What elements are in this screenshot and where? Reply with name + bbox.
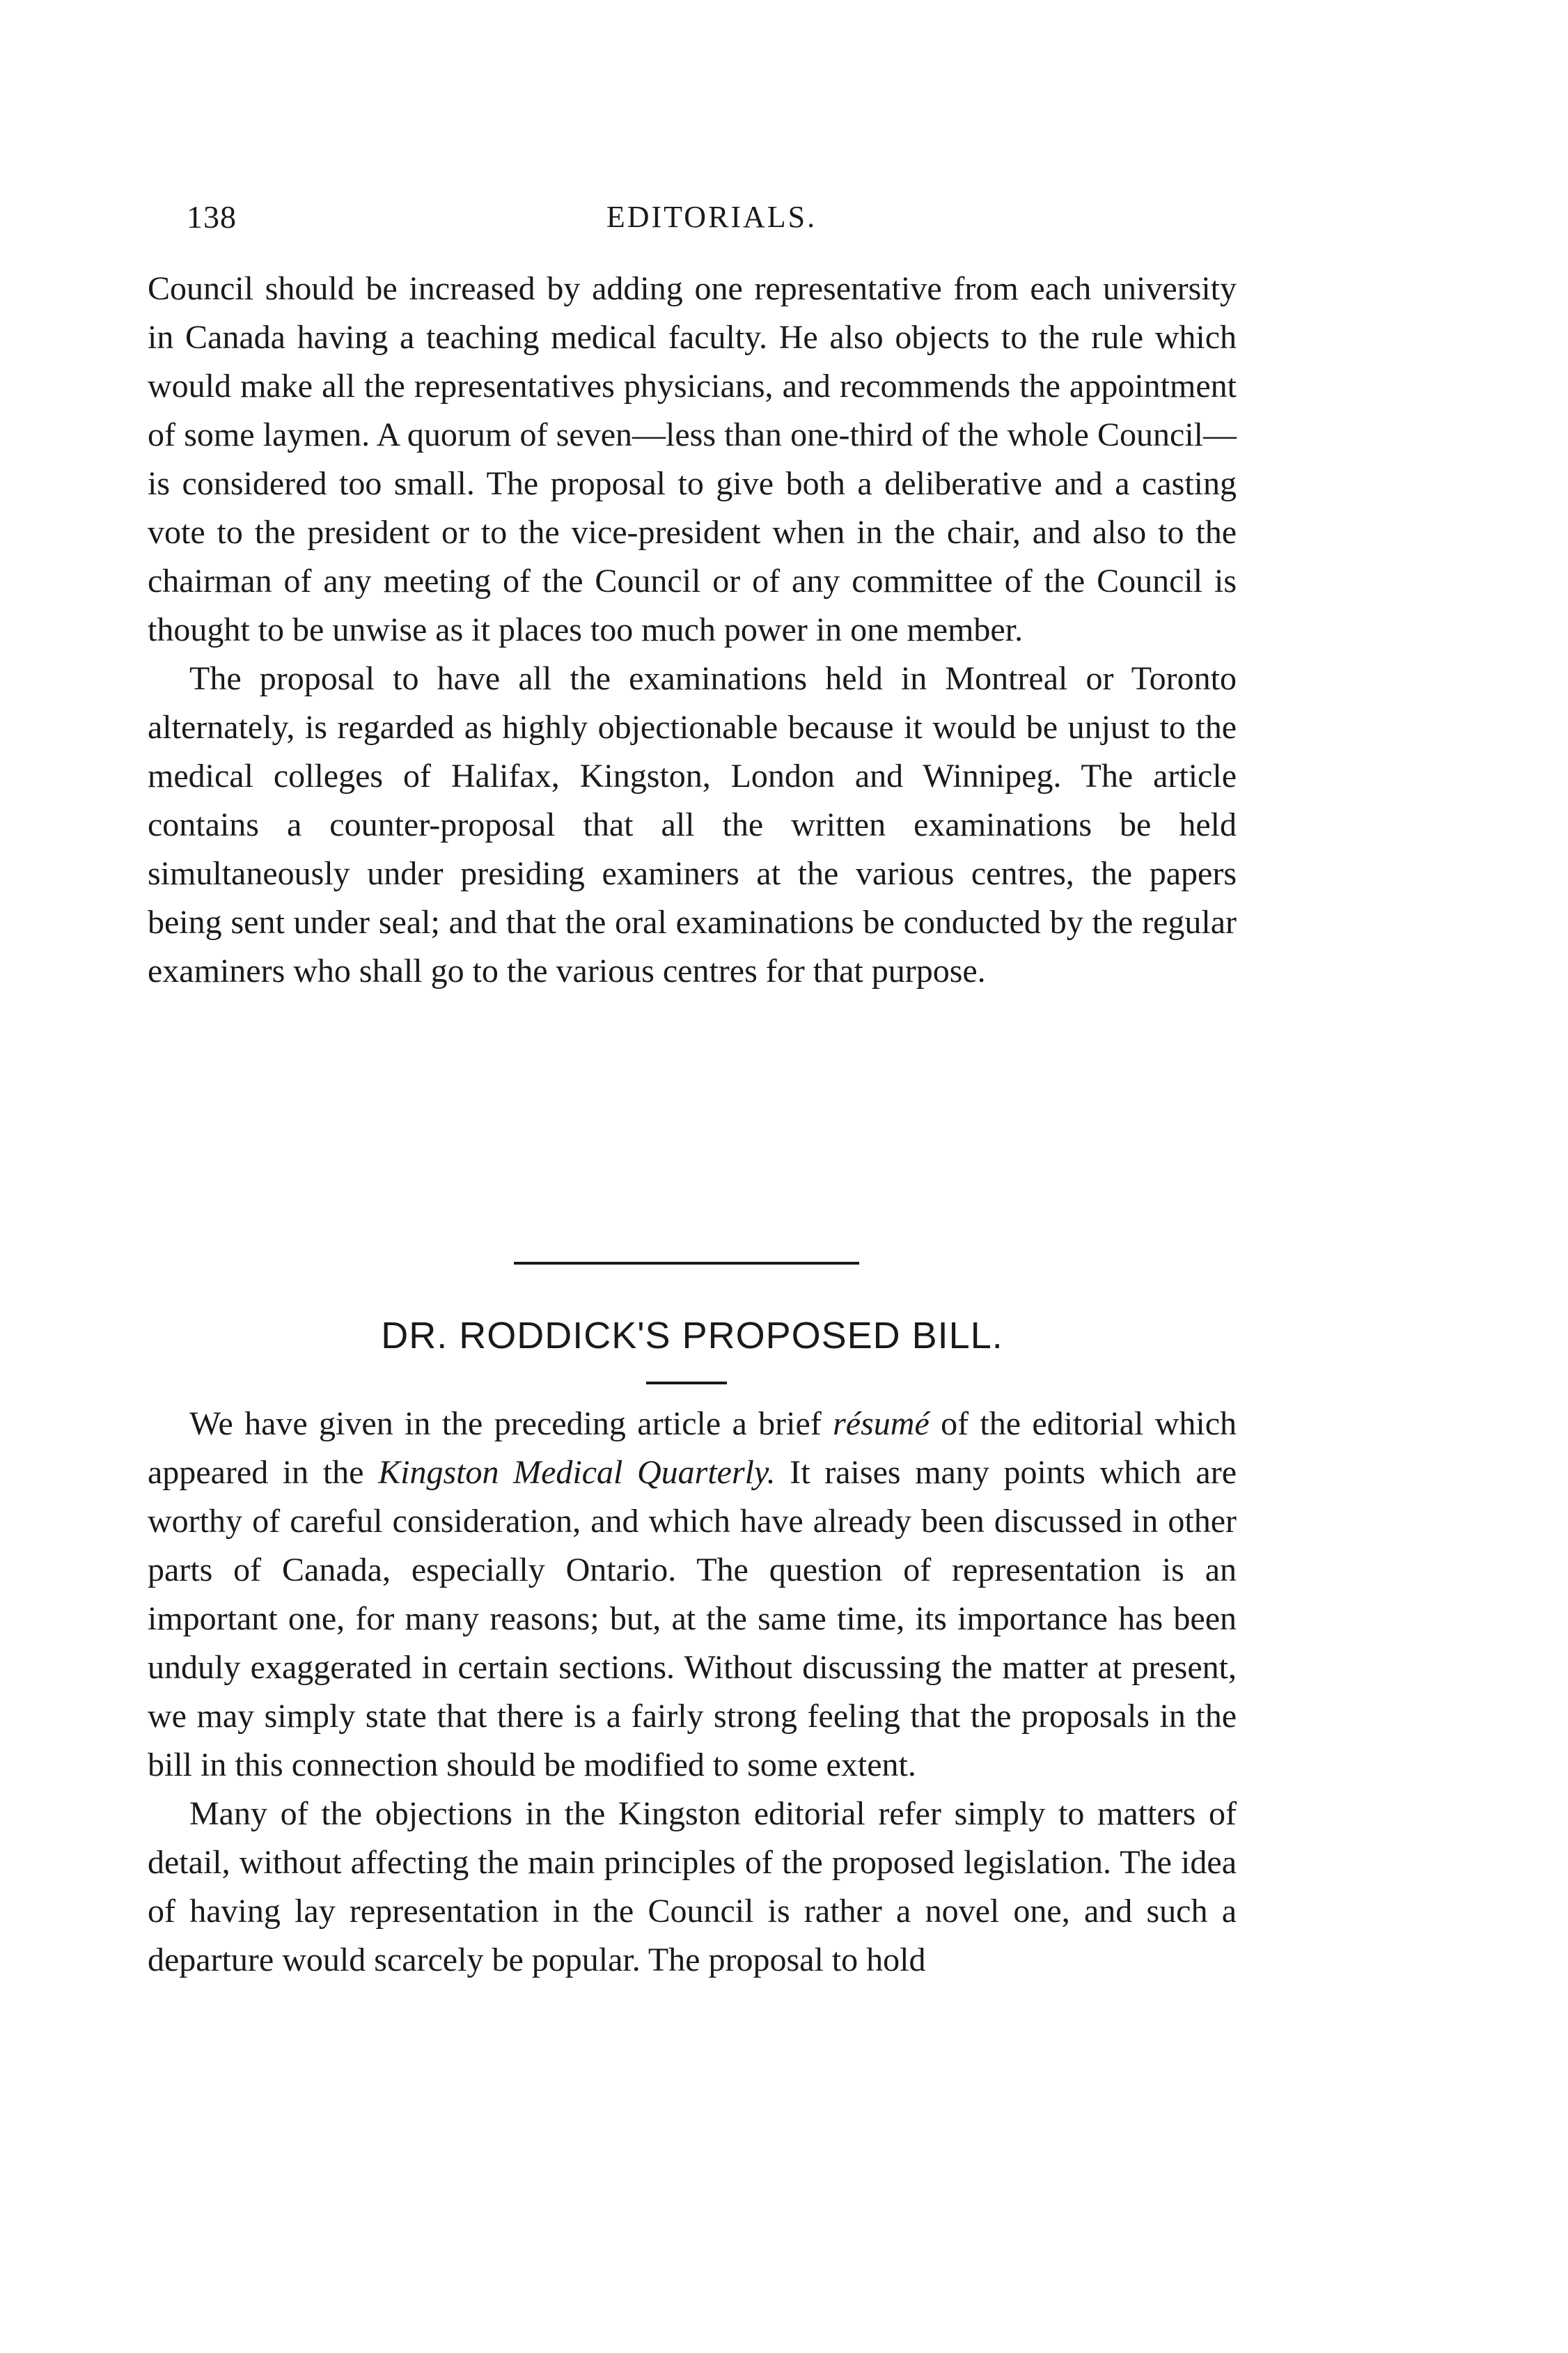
paragraph-2: The proposal to have all the examinations held in Montreal or Toronto alternately, is regarded as highly objectionable because it would be unjust to the medical colleges of Halifax, Kingston, London and Winnipeg. The article contains a counter-proposal that all the written examinations be held simultaneously under presiding examiners at the various centres, the papers being sent under seal; and that the oral examinations be conducted by the regular examiners who shall go to the various centres for that purpose. (148, 660, 1237, 990)
journal-title: Kingston Medical Quarterly. (378, 1454, 776, 1491)
title-underline (646, 1382, 727, 1384)
section-title: DR. RODDICK'S PROPOSED BILL. (381, 1315, 1003, 1357)
italic-term: résumé (833, 1405, 930, 1442)
page-header (187, 196, 1237, 245)
paragraph-1: Council should be increased by adding one representative from each university in Canada having a teaching medical faculty. He also objects to the rule which would make all the representatives physicians, and recommends the appointment of some laymen. A quorum of seven—less than one-third of the whole Council—is considered too small. The proposal to give both a deliberative and a casting vote to the president or to the vice-president when in the chair, and also to the chairman of any meeting of the Council or of any committee of the Council is thought to be unwise as it places too much power in one member. (148, 270, 1237, 648)
section-divider (514, 1262, 859, 1265)
article-continued (148, 265, 1237, 996)
text-run: We have given in the preceding article a brief (189, 1405, 833, 1442)
section-paragraph-1 (148, 1400, 1237, 1790)
running-head: EDITORIALS. (606, 200, 817, 234)
section-body (148, 1400, 1237, 1985)
page-number: 138 (187, 199, 237, 235)
text-run: It raises many points which are worthy of careful consideration, and which have already been discussed in other parts of Canada, especially Ontario. The question of representation is an important one, for many reasons; but, at the same time, its importance has been unduly exaggerated in certain sections. Without discussing the matter at present, we may simply state that there is a fairly strong feeling that the proposals in the bill in this connection should be modified to some extent. (148, 1454, 1237, 1783)
text-run: of the editorial which appeared in the (148, 1405, 1237, 1491)
section-paragraph-2: Many of the objections in the Kingston editorial refer simply to matters of detail, without affecting the main principles of the proposed legislation. The idea of having lay representation in the Council is rather a novel one, and such a departure would scarcely be popular. The proposal to hold (148, 1795, 1237, 1978)
